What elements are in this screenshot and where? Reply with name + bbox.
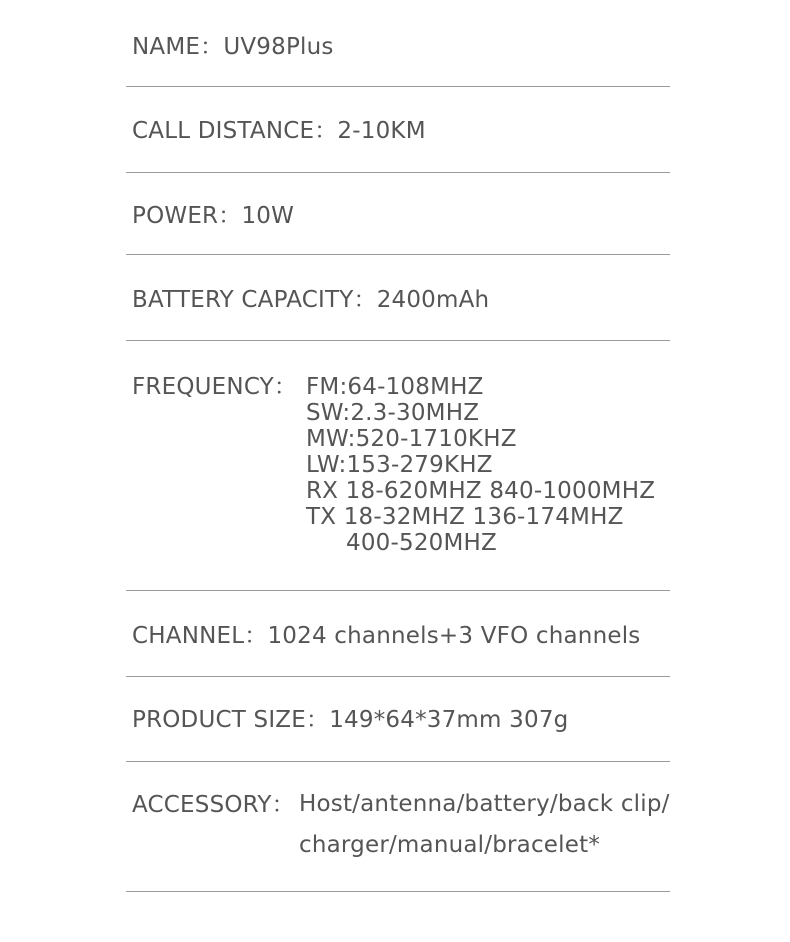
spec-row-power <box>132 203 294 229</box>
frequency-values <box>306 374 655 556</box>
divider <box>126 761 670 762</box>
spec-label: ACCESSORY： <box>132 792 295 818</box>
spec-value: 10W <box>241 203 295 229</box>
accessory-values <box>299 784 670 866</box>
spec-row-product-size <box>132 707 568 733</box>
divider <box>126 590 670 591</box>
divider <box>126 676 670 677</box>
spec-value: 149*64*37mm 307g <box>329 707 569 733</box>
spec-value: 1024 channels+3 VFO channels <box>267 623 641 649</box>
spec-label: FREQUENCY： <box>132 374 298 400</box>
spec-label: POWER： <box>132 203 242 229</box>
spec-label: BATTERY CAPACITY： <box>132 287 377 313</box>
divider <box>126 254 670 255</box>
spec-row-name <box>132 34 334 60</box>
divider <box>126 86 670 87</box>
spec-value: 2400mAh <box>376 287 490 313</box>
spec-row-frequency <box>132 374 297 400</box>
spec-value: 2-10KM <box>337 118 426 144</box>
divider <box>126 340 670 341</box>
spec-row-accessory <box>132 792 295 818</box>
frequency-line: TX 18-32MHZ 136-174MHZ <box>306 504 624 530</box>
divider <box>126 172 670 173</box>
spec-row-channel <box>132 623 640 649</box>
frequency-line: LW:153-279KHZ <box>306 452 493 478</box>
accessory-line: charger/manual/bracelet* <box>299 832 601 858</box>
frequency-line: RX 18-620MHZ 840-1000MHZ <box>306 478 656 504</box>
spec-label: NAME： <box>132 34 224 60</box>
frequency-line: SW:2.3-30MHZ <box>306 400 480 426</box>
spec-label: PRODUCT SIZE： <box>132 707 330 733</box>
spec-label: CALL DISTANCE： <box>132 118 338 144</box>
divider <box>126 891 670 892</box>
spec-row-battery-capacity <box>132 287 489 313</box>
frequency-line: FM:64-108MHZ <box>306 374 484 400</box>
frequency-line: MW:520-1710KHZ <box>306 426 517 452</box>
spec-row-call-distance <box>132 118 426 144</box>
spec-label: CHANNEL： <box>132 623 268 649</box>
frequency-line: 400-520MHZ <box>346 530 497 556</box>
spec-value: UV98Plus <box>223 34 334 60</box>
accessory-line: Host/antenna/battery/back clip/ <box>299 791 670 817</box>
